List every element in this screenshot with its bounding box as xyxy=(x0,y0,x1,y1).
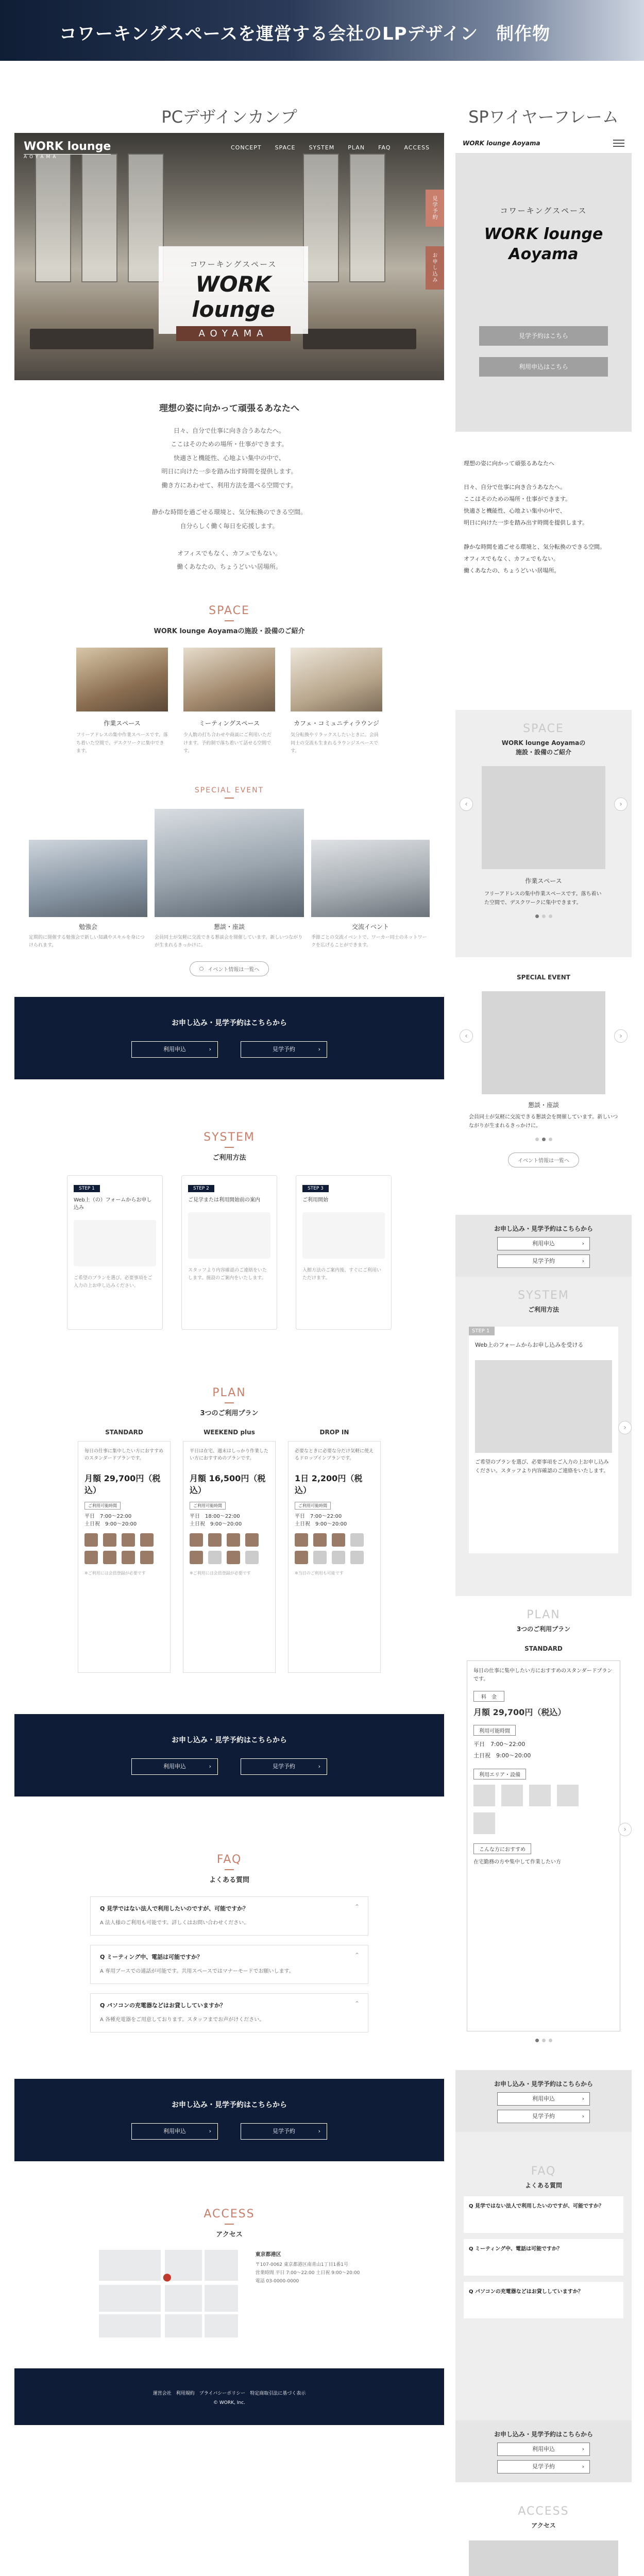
plan-card: STANDARD 毎日の仕事に集中したい方におすすめのスタンダードプランです。 月額 29,700円（税込） ご利用可能時間 平日 7:00〜22:00 土日祝 9:00〜20:00 ※ご利用には会員登録が必要です xyxy=(78,1429,171,1673)
hamburger-menu-icon[interactable] xyxy=(613,140,624,147)
sp-hero: コワーキングスペース WORK lounge Aoyama 見学予約はこちら 利用申込はこちら xyxy=(455,154,632,432)
sp-tour-button[interactable]: 見学予約はこちら xyxy=(479,326,608,346)
sp-header xyxy=(455,133,632,154)
cta-band: お申し込み・見学予約はこちらから 利用申込 › 見学予約 › xyxy=(14,1714,444,1797)
chevron-up-icon[interactable]: ⌃ xyxy=(354,1903,360,1910)
sp-faq-item[interactable]: Q パソコンの充電器などはお貸ししていますか？ xyxy=(464,2282,623,2318)
step-card: STEP 1 Web上（の）フォームからお申し込み ご希望のプランを選び、必要事項をご入力の上お申し込みください。 xyxy=(67,1175,163,1330)
chevron-right-icon[interactable]: › xyxy=(614,798,628,811)
event-heading: SPECIAL EVENT xyxy=(194,786,264,795)
side-tab-tour[interactable]: 見学予約 xyxy=(426,190,444,227)
global-nav xyxy=(231,144,430,151)
nav-access[interactable]: ACCESS xyxy=(404,144,430,151)
step-card: STEP 2 ご見学または利用開始前の案内 スタッフより内容確認のご連絡をいたします。施設のご案内をいたします。 xyxy=(181,1175,277,1330)
apply-button[interactable]: 利用申込 › xyxy=(131,2123,218,2140)
chevron-left-icon[interactable]: ‹ xyxy=(460,798,473,811)
plan-subheading: 3つのご利用プラン xyxy=(200,1409,259,1417)
top-banner xyxy=(0,0,644,61)
space-subheading: WORK lounge Aoyamaの施設・設備のご紹介 xyxy=(154,628,305,636)
space-card: カフェ・コミュニティラウンジ 気分転換やリラックスしたいときに。会員同士の交流も生まれるラウンジスペースです。 xyxy=(291,648,382,755)
sp-wireframe xyxy=(455,133,632,2576)
access-map[interactable] xyxy=(99,2250,238,2337)
space-card: ミーティングスペース 少人数の打ち合わせや商談にご利用いただけます。予約制で落ち着いて話せる空間です。 xyxy=(183,648,275,755)
plan-heading: PLAN xyxy=(212,1386,246,1399)
faq-item[interactable]: Q 見学ではない法人で利用したいのですが、可能ですか？ A 法人様のご利用も可能です。詳しくはお問い合わせください。 ⌃ xyxy=(90,1896,368,1936)
event-card[interactable]: 交流イベント 季節ごとの交流イベントで、ワーカー同士のネットワークを広げることができます。 xyxy=(311,840,430,950)
sp-faq-item[interactable]: Q 見学ではない法人で利用したいのですが、可能ですか？ xyxy=(464,2196,623,2233)
space-card: 作業スペース フリーアドレスの集中作業スペースです。落ち着いた空間で、デスクワークに集中できます。 xyxy=(76,648,168,755)
cta-heading: お申し込み・見学予約はこちらから xyxy=(172,1019,287,1027)
system-section xyxy=(14,1131,444,1330)
chevron-right-icon[interactable]: › xyxy=(618,1823,632,1836)
cta-band xyxy=(14,997,444,1079)
chevron-right-icon[interactable]: › xyxy=(614,1029,628,1043)
sp-plan: PLAN 3つのご利用プラン STANDARD 毎日の仕事に集中したい方におすすめのスタンダードプランです。 料 金 月額 29,700円（税込） 利用可能時間 平日 7:00〜22:00 土日祝 9:00〜20:00 利用エリア・設備 こんな方におすすめ 在宅勤務の方や集中して作業したい方 › xyxy=(455,1596,632,2070)
nav-space[interactable]: SPACE xyxy=(275,144,296,151)
space-section xyxy=(14,604,444,755)
cta-band: お申し込み・見学予約はこちらから 利用申込 › 見学予約 › xyxy=(14,2079,444,2161)
pc-footer: 運営会社 利用規約 プライバシーポリシー 特定商取引法に基づく表示 © WORK, Inc. xyxy=(14,2368,444,2425)
sp-faq: FAQ よくある質問 Q 見学ではない法人で利用したいのですが、可能ですか？ Q ミーティング中、電話は可能ですか？ Q パソコンの充電器などはお貸ししていますか？ xyxy=(455,2132,632,2420)
nav-concept[interactable]: CONCEPT xyxy=(231,144,262,151)
event-more-button[interactable]: ○ イベント情報は一覧へ xyxy=(190,961,269,976)
pc-design xyxy=(14,133,444,2425)
space-heading: SPACE xyxy=(209,604,250,618)
tour-button[interactable]: 見学予約 › xyxy=(241,2123,327,2140)
sp-faq-item[interactable]: Q ミーティング中、電話は可能ですか？ xyxy=(464,2239,623,2276)
pc-column-title: PCデザインカンプ xyxy=(161,107,297,127)
nav-system[interactable]: SYSTEM xyxy=(309,144,335,151)
sp-column-title: SPワイヤーフレーム xyxy=(468,107,619,127)
nav-faq[interactable]: FAQ xyxy=(378,144,391,151)
access-heading: ACCESS xyxy=(204,2207,255,2221)
arrow-circle-icon: ○ xyxy=(199,965,204,972)
plan-card: WEEKEND plus 平日は在宅、週末はしっかり作業したい方におすすめのプランです。 月額 16,500円（税込） ご利用可能時間 平日 18:00〜22:00 土日祝 9:00〜20:00 ※ご利用には会員登録が必要です xyxy=(183,1429,276,1673)
event-card[interactable]: 懇談・座談 会員同士が気軽に交流できる懇談会を開催しています。新しいつながりが生まれるきっかけに。 xyxy=(155,809,304,950)
concept-heading: 理想の姿に向かって頑張るあなたへ xyxy=(159,403,299,414)
sp-access: ACCESS アクセス xyxy=(455,2482,632,2576)
plan-card: DROP IN 必要なときに必要な分だけ気軽に使えるドロップインプランです。 1日 2,200円（税込） ご利用可能時間 平日 7:00〜22:00 土日祝 9:00〜20:00 ※当日のご利用も可能です xyxy=(288,1429,381,1673)
event-section xyxy=(14,786,444,976)
sp-event-more-button[interactable]: イベント情報は一覧へ xyxy=(508,1153,579,1167)
faq-item[interactable]: Q パソコンの充電器などはお貸ししていますか？ A 各種充電器をご用意しております。スタッフまでお声がけください。 ⌃ xyxy=(90,1993,368,2032)
sp-concept: 理想の姿に向かって頑張るあなたへ 日々、自分で仕事に向き合うあなたへ。 ここはそのための場所・仕事ができます。 快適さと機能性、心地よい集中の中で、 明日に向けた一歩を踏み出す時間を提供します。 静かな時間を過ごせる環境と、気分転換のできる空間。 オフィスでもなく、カフェでもない。 働くあなたの、ちょうどいい居場所。 xyxy=(455,432,632,710)
tour-button[interactable]: 見学予約 › xyxy=(241,1041,327,1058)
chevron-up-icon[interactable]: ⌃ xyxy=(354,1999,360,2007)
sp-cta-tour[interactable]: 見学予約 › xyxy=(497,1255,590,1268)
faq-section: FAQ よくある質問 Q 見学ではない法人で利用したいのですが、可能ですか？ A 法人様のご利用も可能です。詳しくはお問い合わせください。 ⌃ Q ミーティング中、電話は可能ですか？ A 専用ブースでの通話が可能です。共用スペースではマナーモードでお願いします。 ⌃ Q パソコンの充電器などはお貸ししていますか？ A 各種充電器をご用意しております。スタッフまでお声がけください。 ⌃ xyxy=(14,1853,444,2032)
sp-cta: お申し込み・見学予約はこちらから 利用申込 › 見学予約 › xyxy=(455,1215,632,1277)
tour-button[interactable]: 見学予約 › xyxy=(241,1758,327,1775)
nav-plan[interactable]: PLAN xyxy=(348,144,365,151)
chevron-left-icon[interactable]: ‹ xyxy=(460,1029,473,1043)
faq-item[interactable]: Q ミーティング中、電話は可能ですか？ A 専用ブースでの通話が可能です。共用スペースではマナーモードでお願いします。 ⌃ xyxy=(90,1945,368,1984)
faq-heading: FAQ xyxy=(216,1853,242,1866)
system-heading: SYSTEM xyxy=(204,1130,255,1144)
sp-system: SYSTEM ご利用方法 STEP 1 Web上のフォームからお申し込みを受ける ご希望のプランを選び、必要事項をご入力の上お申し込みください。スタッフより内容確認のご連絡をいたします。 › xyxy=(455,1277,632,1596)
side-tab-apply[interactable]: お申し込み xyxy=(426,246,444,290)
banner-title: コワーキングスペースを運営する会社のLPデザイン 制作物 xyxy=(59,24,551,44)
sp-map[interactable] xyxy=(469,2540,618,2576)
event-card[interactable]: 勉強会 定期的に開催する勉強会で新しい知識やスキルを身につけられます。 xyxy=(29,840,147,950)
sp-cta-apply[interactable]: 利用申込 › xyxy=(497,1237,590,1250)
map-pin-icon: ● xyxy=(162,2270,172,2283)
step-card: STEP 3 ご利用開始 入館方法のご案内後、すぐにご利用いただけます。 xyxy=(296,1175,392,1330)
sp-cta: お申し込み・見学予約はこちらから 利用申込 › 見学予約 › xyxy=(455,2070,632,2132)
sp-space: SPACE WORK lounge Aoyamaの 施設・設備のご紹介 ‹ › 作業スペース フリーアドレスの集中作業スペースです。落ち着いた空間で、デスクワークに集中できます。 xyxy=(455,710,632,957)
plan-section xyxy=(14,1386,444,1673)
access-section: ACCESS アクセス ● 東京都港区 〒107-0062 東京都港区南青山1丁目1番1号 営業時間 平日 7:00〜22:00 土日祝 9:00〜20:00 電話 03-0000-0000 xyxy=(14,2208,444,2337)
pc-hero xyxy=(14,133,444,380)
pc-logo[interactable]: WORK lounge AOYAMA xyxy=(24,140,111,160)
concept-body: 日々、自分で仕事に向き合うあなたへ。 ここはそのための場所・仕事ができます。 快適さと機能性、心地よい集中の中で、 明日に向けた一歩を踏み出す時間を提供します。 働き方にあわせて、利用方法を選べる空間です。 静かな時間を過ごせる環境と、気分転換のできる空間。 自分らしく働く毎日を応援します。 オフィスでもなく、カフェでもない。 働くあなたの、ちょうどいい居場所。 xyxy=(151,427,307,570)
apply-button[interactable]: 利用申込 › xyxy=(131,1758,218,1775)
sp-event: SPECIAL EVENT ‹ › 懇談・座談 会員同士が気軽に交流できる懇談会を開催しています。新しいつながりが生まれるきっかけに。 イベント情報は一覧へ xyxy=(455,957,632,1215)
apply-button[interactable]: 利用申込 › xyxy=(131,1041,218,1058)
chevron-right-icon[interactable]: › xyxy=(618,1421,632,1434)
hero-card: コワーキングスペース WORK lounge AOYAMA xyxy=(159,246,308,334)
chevron-up-icon[interactable]: ⌃ xyxy=(354,1951,360,1959)
concept-section xyxy=(14,401,444,573)
sp-apply-button[interactable]: 利用申込はこちら xyxy=(479,357,608,377)
sp-logo[interactable]: WORK lounge Aoyama xyxy=(463,139,540,147)
system-subheading: ご利用方法 xyxy=(212,1154,246,1162)
sp-cta: お申し込み・見学予約はこちらから 利用申込 › 見学予約 › xyxy=(455,2420,632,2482)
